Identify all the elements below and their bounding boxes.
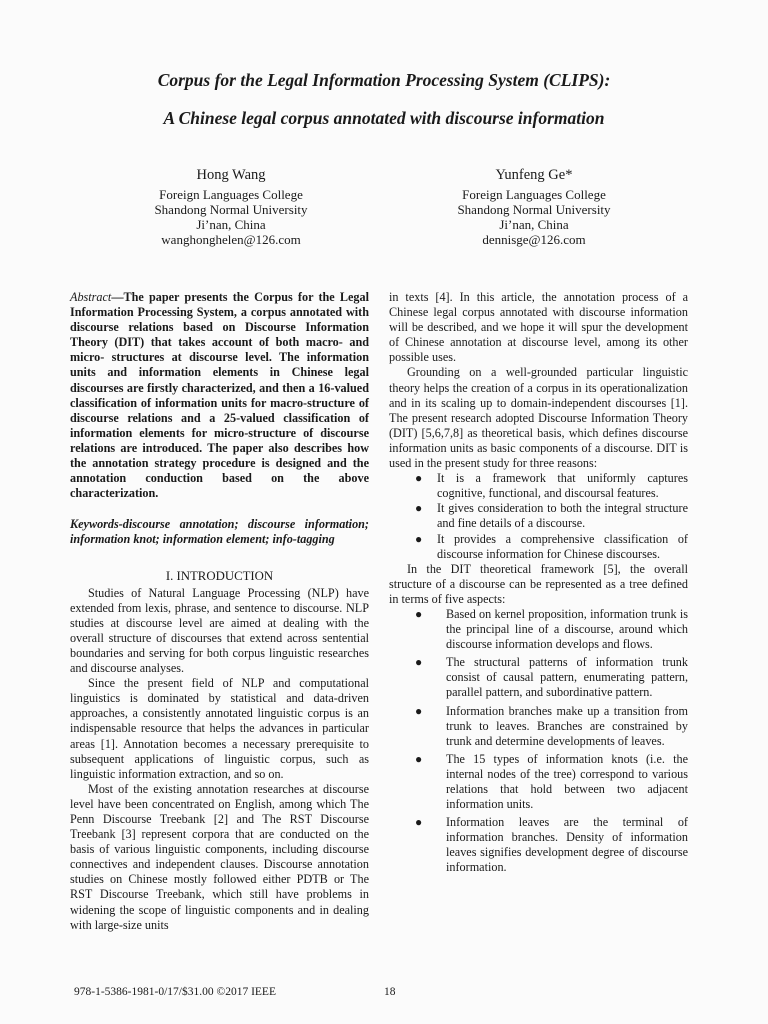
paragraph: Studies of Natural Language Processing (NLP) have extended from lexis, phrase, and sentence to discourse. NLP studies at discourse level are aimed at dealing with the overall structure of discourses that extend across sentential boundaries and serving for both corpus linguistic researches and discourse analyses.: [70, 585, 369, 676]
keywords: Keywords-discourse annotation; discourse information; information knot; information element; info-tagging: [70, 517, 369, 547]
author-block-2: [409, 168, 659, 247]
paragraph: Since the present field of NLP and computational linguistics is dominated by statistical and data-driven approaches, a consistently annotated linguistic corpus is an indispensable resource that helps the advances in particular areas [1]. Annotation becomes a necessary prerequisite to subsequent applications of linguistic corpus, such as linguistic information extraction, and so on.: [70, 676, 369, 781]
list-item: ● It gives consideration to both the integral structure and fine details of a discourse.: [415, 501, 688, 531]
page-number: 18: [384, 986, 396, 998]
author-affiliation: Foreign Languages College: [159, 187, 303, 202]
author-email: dennisge@126.com: [482, 232, 586, 247]
paragraph: Most of the existing annotation researches at discourse level have been concentrated on English, among which The Penn Discourse Treebank [2] and The RST Discourse Treebank [3] represent corpora that are conducted on the basis of various linguistic components, including discourse connectives and independent clauses. Discourse annotation studies on Chinese mostly followed either PDTB or The RST Discourse Treebank, which still have problems in widening the scope of linguistic components and in dealing with large-size units: [70, 781, 369, 932]
list-item: ● Information branches make up a transition from trunk to leaves. Branches are constrained by trunk and determine developments of leaves.: [415, 703, 688, 748]
abstract: [70, 290, 369, 501]
right-column: [389, 290, 688, 879]
left-column: [70, 290, 369, 933]
bullet-icon: ●: [415, 501, 423, 516]
bullet-icon: ●: [415, 815, 423, 830]
author-city: Ji’nan, China: [196, 217, 266, 232]
paragraph: Grounding on a well-grounded particular linguistic theory helps the creation of a corpus in its operationalization and in its scaling up to domain-independent discourses [1]. The present research adopted Discourse Information Theory (DIT) [5,6,7,8] as theoretical basis, which defines discourse information units as basic components of a discourse. DIT is used in the present study for three reasons:: [389, 365, 688, 471]
bullet-icon: ●: [415, 751, 423, 766]
abstract-label: Abstract: [70, 290, 112, 304]
list-item: ● The structural patterns of information trunk consist of causal pattern, enumerating pattern, parallel pattern, and subordinative pattern.: [415, 655, 688, 700]
aspects-list: [389, 607, 688, 876]
bullet-icon: ●: [415, 703, 423, 718]
section-heading: I. INTRODUCTION: [165, 568, 274, 583]
paper-title-line-2: A Chinese legal corpus annotated with discourse information: [163, 108, 605, 128]
bullet-icon: ●: [415, 531, 423, 546]
author-affiliation: Foreign Languages College: [462, 187, 606, 202]
list-item: ● It provides a comprehensive classification of discourse information for Chinese discourses.: [415, 531, 688, 561]
bullet-icon: ●: [415, 606, 423, 621]
author-city: Ji’nan, China: [499, 217, 569, 232]
author-name: Yunfeng Ge*: [495, 167, 573, 183]
reasons-list: [389, 471, 688, 562]
author-name: Hong Wang: [196, 167, 266, 183]
bullet-icon: ●: [415, 471, 423, 486]
author-university: Shandong Normal University: [154, 202, 308, 217]
author-university: Shandong Normal University: [457, 202, 611, 217]
bullet-icon: ●: [415, 655, 423, 670]
paper-title-line-1: Corpus for the Legal Information Processing System (CLIPS):: [157, 70, 611, 90]
paragraph: In the DIT theoretical framework [5], the overall structure of a discourse can be represented as a tree defined in terms of five aspects:: [389, 561, 688, 606]
author-email: wanghonghelen@126.com: [161, 232, 301, 247]
list-item: ● Information leaves are the terminal of information branches. Density of information leaves signifies development degree of discourse information.: [415, 815, 688, 875]
list-item: ● Based on kernel proposition, information trunk is the principal line of a discourse, around which discourse information develops and flows.: [415, 606, 688, 652]
paragraph: in texts [4]. In this article, the annotation process of a Chinese legal corpus annotated with discourse information will be described, and we hope it will spur the development of Chinese annotation at discourse level, among its other possible uses.: [389, 290, 688, 365]
abstract-text: —The paper presents the Corpus for the Legal Information Processing System, a corpus annotated with discourse relations based on Discourse Information Theory (DIT) that takes account of both macro- and micro- structures at discourse level. The information units and information elements in Chinese legal discourses are firstly characterized, and then a 16-valued classification of information units for macro-structure of discourse relations and a 25-valued classification of information elements for micro-structure of discourse relations are introduced. The paper also describes how the annotation strategy procedure is designed and the annotation conduction based on the above characterization.: [70, 290, 369, 501]
list-item: ● It is a framework that uniformly captures cognitive, functional, and discoursal features.: [415, 471, 688, 501]
list-item: ● The 15 types of information knots (i.e. the internal nodes of the tree) correspond to various relations that hold between two adjacent information units.: [415, 751, 688, 812]
author-block-1: [106, 168, 356, 247]
footer-isbn: 978-1-5386-1981-0/17/$31.00 ©2017 IEEE: [74, 986, 276, 998]
